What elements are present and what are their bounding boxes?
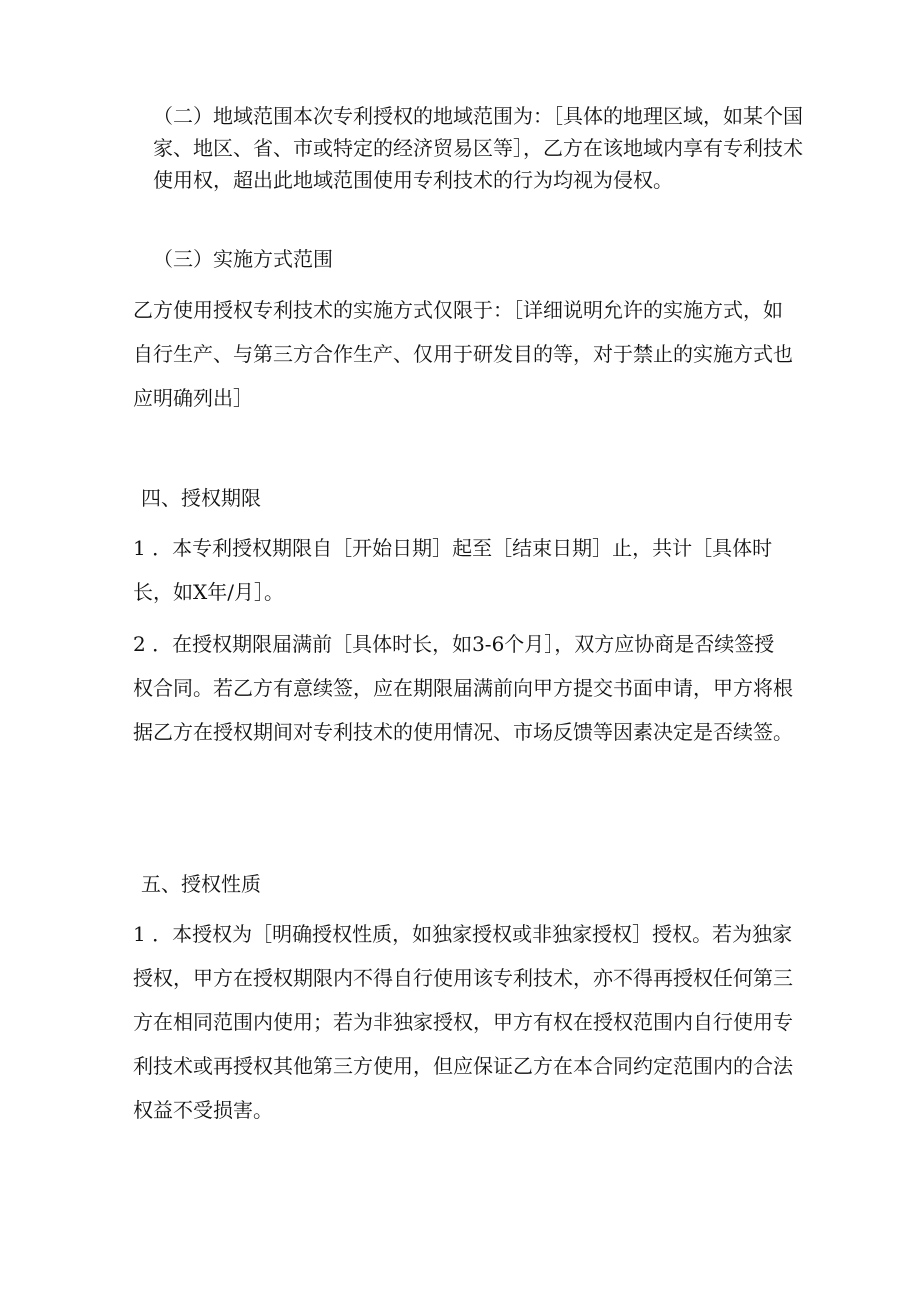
section-3-heading: （三）实施方式范围	[153, 247, 333, 271]
section-4-item-2: 2 ．在授权期限届满前［具体时长，如3-6个月］，双方应协商是否续签授权合同。若乙方有意续签，应在期限届满前向甲方提交书面申请，甲方将根据乙方在授权期间对专利技术的使用情况、市场反馈等因素决定是否续签。	[133, 632, 793, 744]
section-4-item-1: 1 ．本专利授权期限自［开始日期］起至［结束日期］止，共计［具体时长，如X年/月］。	[133, 536, 773, 604]
section-5-heading: 五、授权性质	[141, 872, 261, 896]
section-3-paragraph: 乙方使用授权专利技术的实施方式仅限于：［详细说明允许的实施方式，如自行生产、与第三方合作生产、仅用于研发目的等，对于禁止的实施方式也应明确列出］	[133, 298, 793, 410]
section-2-paragraph: （二）地域范围本次专利授权的地域范围为：［具体的地理区域，如某个国家、地区、省、市或特定的经济贸易区等］，乙方在该地域内享有专利技术使用权，超出此地域范围使用专利技术的行为均视为侵权。	[153, 104, 803, 192]
section-5-item-1: 1 ．本授权为［明确授权性质，如独家授权或非独家授权］授权。若为独家授权，甲方在授权期限内不得自行使用该专利技术，亦不得再授权任何第三方在相同范围内使用；若为非独家授权，甲方有权在授权范围内自行使用专利技术或再授权其他第三方使用，但应保证乙方在本合同约定范围内的合法权益不受损害。	[133, 922, 793, 1122]
section-4-heading: 四、授权期限	[141, 486, 261, 510]
